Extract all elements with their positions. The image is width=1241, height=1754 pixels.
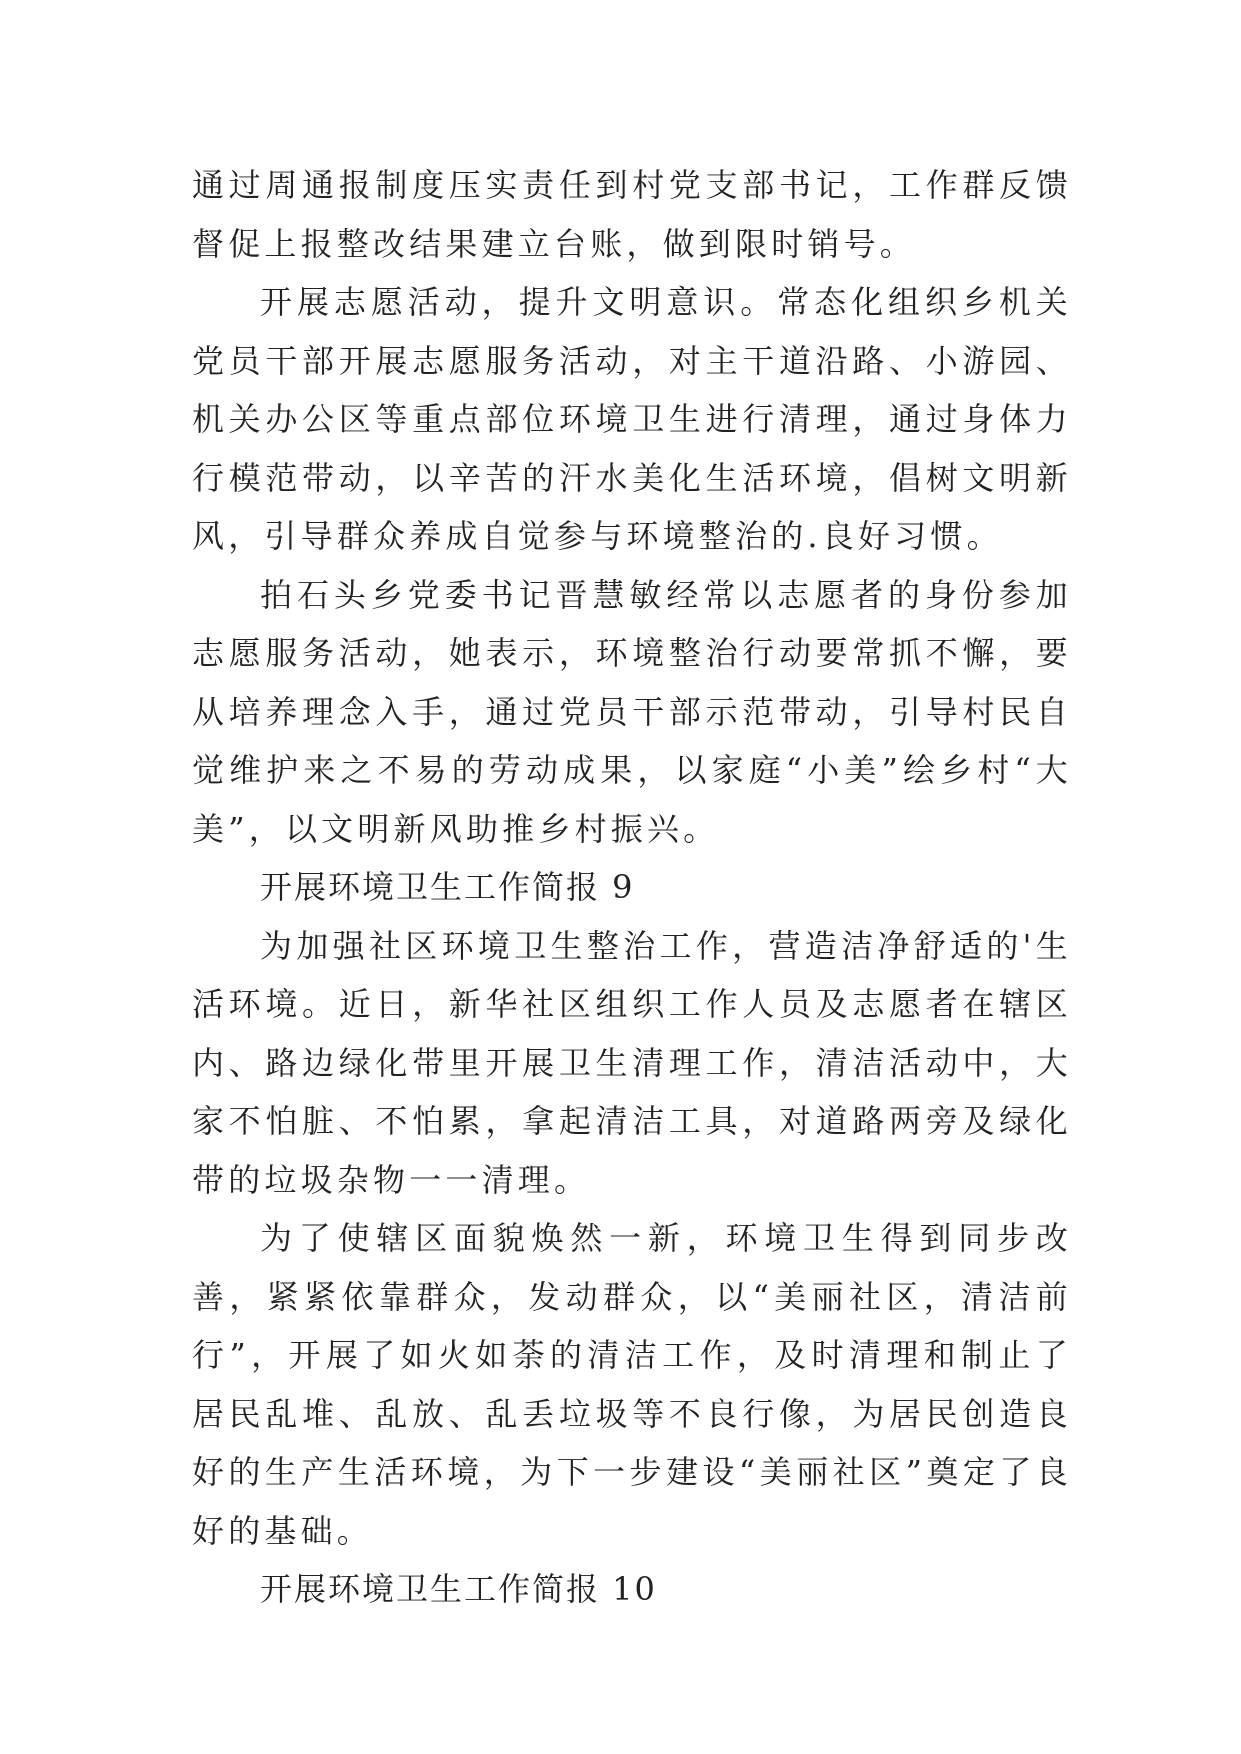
- section-heading-9: 开展环境卫生工作简报 9: [260, 868, 635, 906]
- paragraph-volunteer-activities: 开展志愿活动，提升文明意识。常态化组织乡机关党员干部开展志愿服务活动，对主干道沿路、小游园、机关办公区等重点部位环境卫生进行清理，通过身体力行模范带动，以辛苦的汗水美化生活环境，倡树文明新风，引导群众养成自觉参与环境整治的.良好习惯。: [192, 283, 1072, 555]
- paragraph-mobilize-residents: 为了使辖区面貌焕然一新，环境卫生得到同步改善，紧紧依靠群众，发动群众，以“美丽社区，清洁前行”，开展了如火如荼的清洁工作，及时清理和制止了居民乱堆、乱放、乱丢垃圾等不良行像，为居民创造良好的生产生活环境，为下一步建设“美丽社区”奠定了良好的基础。: [192, 1219, 1072, 1550]
- paragraph-party-secretary: 拍石头乡党委书记晋慧敏经常以志愿者的身份参加志愿服务活动，她表示，环境整治行动要常抓不懈，要从培养理念入手，通过党员干部示范带动，引导村民自觉维护来之不易的劳动成果，以家庭“小美”绘乡村“大美”，以文明新风助推乡村振兴。: [192, 575, 1072, 848]
- section-heading-10: 开展环境卫生工作简报 10: [260, 1570, 657, 1608]
- paragraph-community-cleanup: 为加强社区环境卫生整治工作，营造洁净舒适的'生活环境。近日，新华社区组织工作人员及志愿者在辖区内、路边绿化带里开展卫生清理工作，清洁活动中，大家不怕脏、不怕累，拿起清洁工具，对道路两旁及绿化带的垃圾杂物一一清理。: [192, 926, 1072, 1199]
- document-body: [192, 156, 1072, 1619]
- paragraph-continuation: 通过周通报制度压实责任到村党支部书记，工作群反馈督促上报整改结果建立台账，做到限时销号。: [192, 166, 1072, 263]
